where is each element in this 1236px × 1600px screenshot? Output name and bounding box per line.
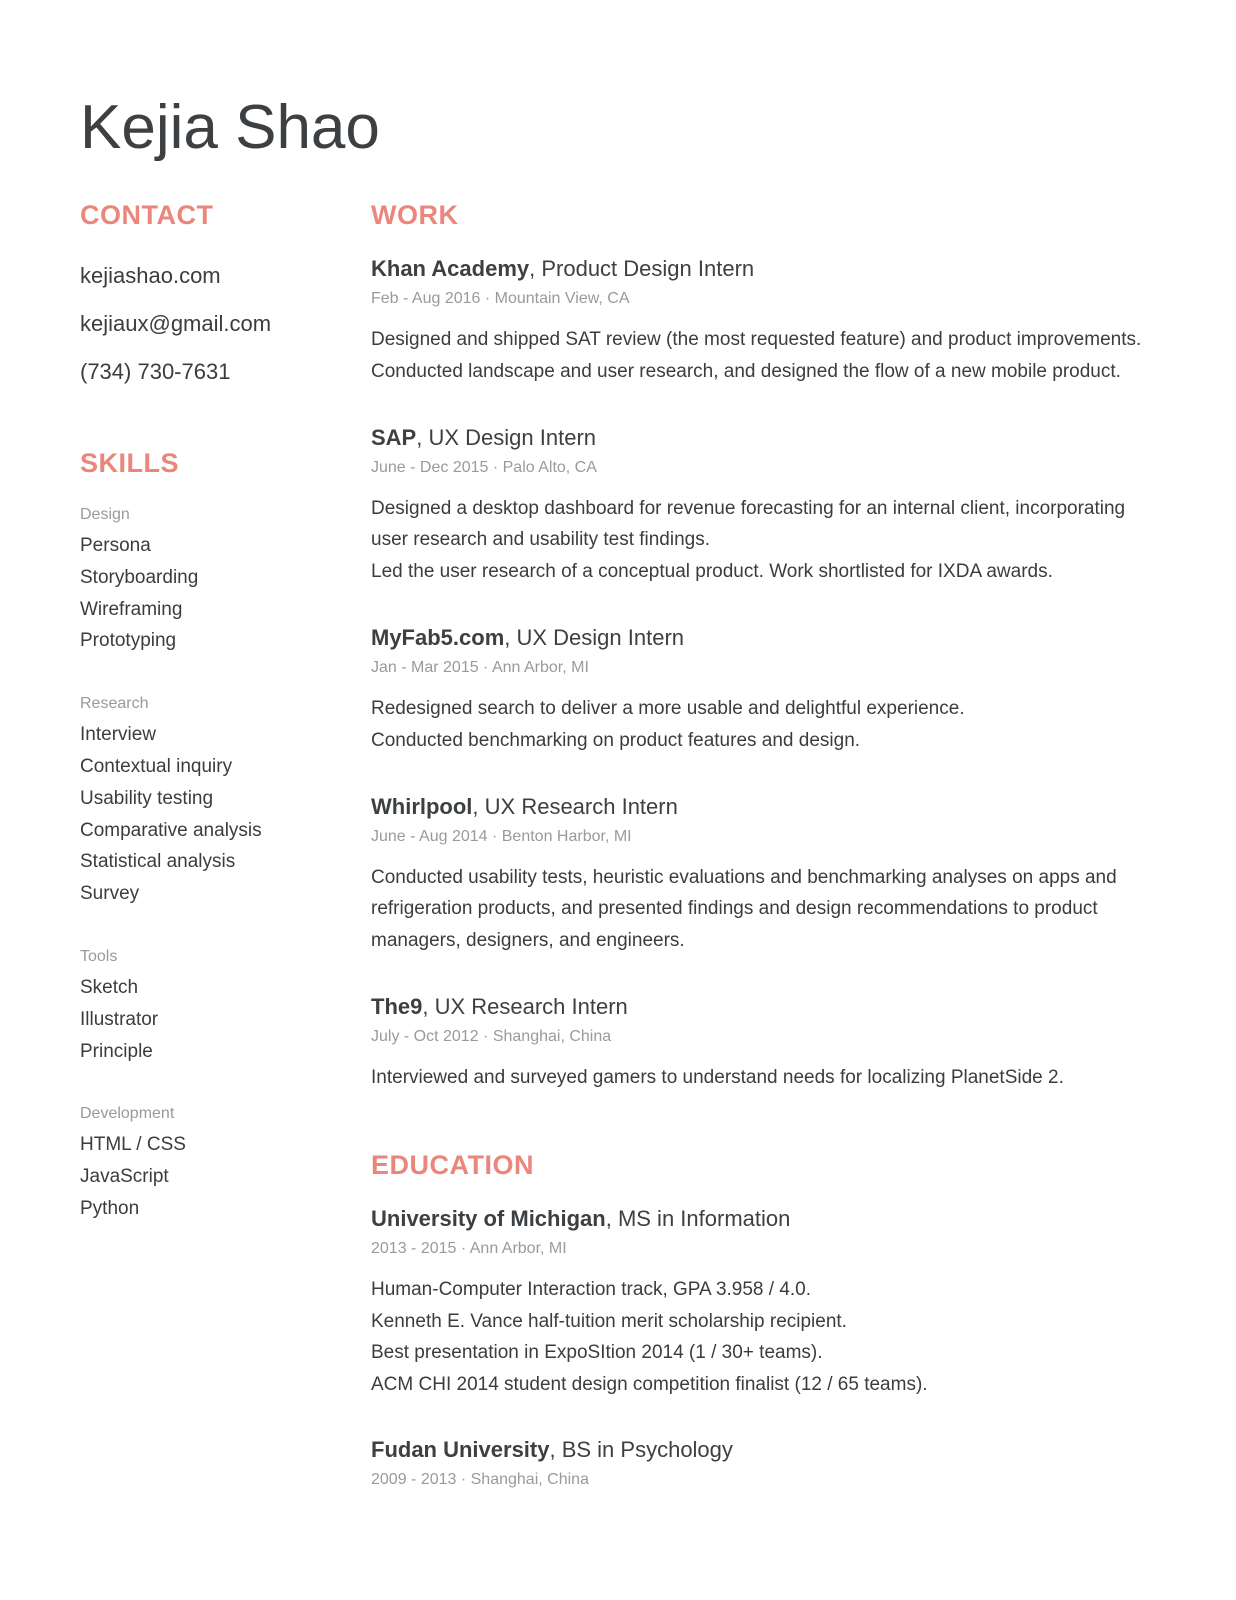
skill-category: Research xyxy=(80,695,149,713)
skill-item: Python xyxy=(80,1197,140,1219)
job-heading xyxy=(371,990,1171,1024)
skill-item: Wireframing xyxy=(80,598,183,620)
job-description-line: Interviewed and surveyed gamers to understand needs for localizing PlanetSide 2. xyxy=(371,1066,1064,1088)
job-heading xyxy=(371,790,1171,824)
job-entry xyxy=(371,421,1171,588)
job-role: , UX Design Intern xyxy=(504,624,685,650)
skill-category: Design xyxy=(80,506,130,523)
skill-category: Development xyxy=(80,1105,175,1123)
job-meta: June - Aug 2014 · Benton Harbor, MI xyxy=(371,827,632,845)
job-heading xyxy=(371,421,1171,455)
skill-item: Statistical analysis xyxy=(80,851,236,873)
skill-item: JavaScript xyxy=(80,1166,169,1188)
job-heading xyxy=(371,252,1171,286)
job-description-line: Conducted benchmarking on product features and design. xyxy=(371,729,861,751)
job-entry xyxy=(371,621,1171,757)
job-meta: Feb - Aug 2016 · Mountain View, CA xyxy=(371,290,630,307)
skill-item: Comparative analysis xyxy=(80,819,262,841)
skill-item: Interview xyxy=(80,724,157,746)
work-list xyxy=(371,252,1171,1094)
job-description-line: Designed and shipped SAT review (the most requested feature) and product improvements. xyxy=(371,329,1142,350)
contact-email[interactable]: kejiaux@gmail.com xyxy=(80,311,272,336)
education-meta: 2013 - 2015 · Ann Arbor, MI xyxy=(371,1239,567,1257)
job-meta: June - Dec 2015 · Palo Alto, CA xyxy=(371,458,597,476)
education-detail-line: Human-Computer Interaction track, GPA 3.958 / 4.0. xyxy=(371,1278,812,1300)
job-description-line: refrigeration products, and presented findings and design recommendations to product xyxy=(371,898,1098,920)
job-entry xyxy=(371,790,1171,957)
education-meta: 2009 - 2013 · Shanghai, China xyxy=(371,1470,589,1488)
contact-section-title: CONTACT xyxy=(80,200,214,230)
job-role: , UX Design Intern xyxy=(416,424,596,450)
job-org: SAP xyxy=(371,424,417,450)
job-description-line: Conducted landscape and user research, and designed the flow of a new mobile product. xyxy=(371,360,1121,382)
skill-category: Tools xyxy=(80,947,118,965)
job-entry xyxy=(371,990,1171,1094)
job-meta: Jan - Mar 2015 · Ann Arbor, MI xyxy=(371,658,589,676)
education-detail-line: Best presentation in ExpoSItion 2014 (1 / 30+ teams). xyxy=(371,1342,823,1364)
job-org: MyFab5.com xyxy=(371,624,505,650)
skill-group-research xyxy=(80,691,340,910)
skill-group-design xyxy=(80,502,340,657)
job-heading xyxy=(371,621,1171,655)
school-name: University of Michigan xyxy=(371,1205,606,1231)
education-entry xyxy=(371,1202,1171,1401)
school-name: Fudan University xyxy=(371,1436,550,1462)
job-role: , UX Research Intern xyxy=(422,993,628,1019)
job-description-line: Led the user research of a conceptual product. Work shortlisted for IXDA awards. xyxy=(371,561,1053,583)
job-org: The9 xyxy=(371,993,423,1019)
skill-item: Contextual inquiry xyxy=(80,755,233,777)
skill-item: Principle xyxy=(80,1040,153,1062)
contact-phone[interactable]: (734) 730-7631 xyxy=(80,359,231,384)
skills-section-title: SKILLS xyxy=(80,448,180,478)
education-heading xyxy=(371,1202,1171,1236)
skill-item: Survey xyxy=(80,883,140,905)
job-role: , Product Design Intern xyxy=(529,256,755,281)
job-description-line: user research and usability test findings. xyxy=(371,529,711,551)
job-role: , UX Research Intern xyxy=(472,793,678,819)
skill-item: Storyboarding xyxy=(80,566,199,588)
skill-group-development xyxy=(80,1101,340,1224)
skill-item: Persona xyxy=(80,535,151,556)
right-column xyxy=(371,198,1171,1525)
degree: , MS in Information xyxy=(605,1205,791,1231)
education-heading xyxy=(371,1433,1171,1467)
job-description-line: managers, designers, and engineers. xyxy=(371,930,685,952)
skill-item: Prototyping xyxy=(80,630,177,652)
job-org: Khan Academy xyxy=(371,256,530,281)
job-description-line: Redesigned search to deliver a more usable and delightful experience. xyxy=(371,697,965,719)
job-meta: July - Oct 2012 · Shanghai, China xyxy=(371,1027,612,1045)
education-list xyxy=(371,1202,1171,1493)
skill-item: Sketch xyxy=(80,976,139,998)
skill-group-tools xyxy=(80,944,340,1067)
degree: , BS in Psychology xyxy=(549,1436,733,1462)
job-description-line: Designed a desktop dashboard for revenue forecasting for an internal client, incorporating xyxy=(371,497,1126,519)
education-section-title: EDUCATION xyxy=(371,1149,534,1180)
contact-website[interactable]: kejiashao.com xyxy=(80,263,221,288)
left-column xyxy=(80,198,340,1225)
skill-item: HTML / CSS xyxy=(80,1134,186,1156)
contact-list xyxy=(80,252,340,396)
skill-item: Usability testing xyxy=(80,787,214,809)
skill-item: Illustrator xyxy=(80,1008,159,1030)
education-detail-line: Kenneth E. Vance half-tuition merit scholarship recipient. xyxy=(371,1310,847,1332)
skill-groups xyxy=(80,502,340,1225)
resume-name: Kejia Shao xyxy=(80,93,380,162)
education-detail-line: ACM CHI 2014 student design competition finalist (12 / 65 teams). xyxy=(371,1374,928,1396)
work-section-title: WORK xyxy=(371,200,459,230)
job-entry xyxy=(371,252,1171,388)
education-entry xyxy=(371,1433,1171,1493)
job-org: Whirlpool xyxy=(371,793,473,819)
job-description-line: Conducted usability tests, heuristic evaluations and benchmarking analyses on apps and xyxy=(371,866,1117,888)
